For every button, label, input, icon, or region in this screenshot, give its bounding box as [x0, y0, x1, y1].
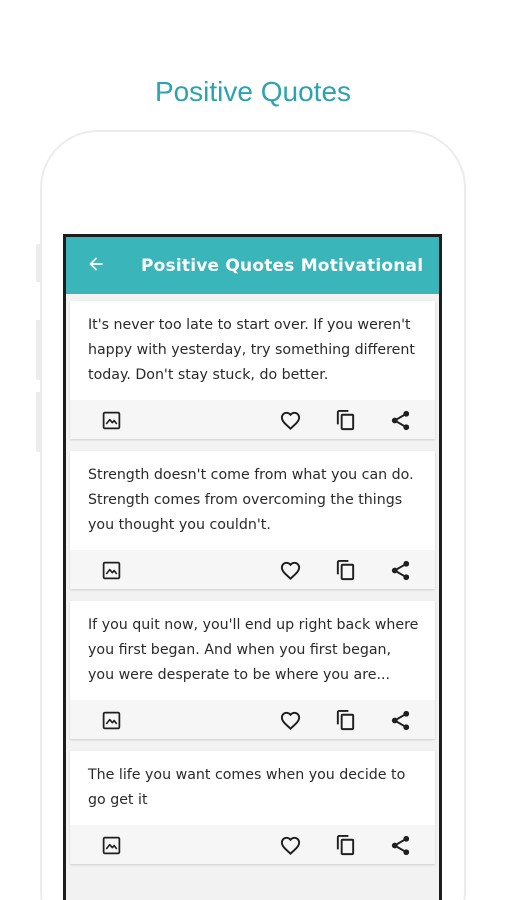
share-icon	[389, 559, 412, 582]
share-button[interactable]	[387, 832, 413, 858]
quote-text: The life you want comes when you decide to go get it	[88, 767, 406, 808]
quote-card	[70, 751, 435, 864]
heart-icon	[279, 709, 302, 732]
arrow-left-icon	[86, 254, 106, 274]
image-icon	[101, 835, 122, 856]
app-title: Positive Quotes Motivational	[141, 256, 424, 276]
back-button[interactable]	[83, 251, 109, 277]
app-bar	[66, 237, 439, 294]
quote-card	[70, 451, 435, 589]
quote-actions	[70, 700, 435, 739]
share-icon	[389, 409, 412, 432]
quote-actions	[70, 400, 435, 439]
share-button[interactable]	[387, 407, 413, 433]
image-button[interactable]	[98, 832, 124, 858]
like-button[interactable]	[277, 707, 303, 733]
quote-card	[70, 601, 435, 739]
copy-icon	[334, 559, 357, 582]
heart-icon	[279, 834, 302, 857]
image-icon	[101, 410, 122, 431]
share-button[interactable]	[387, 557, 413, 583]
quote-text: If you quit now, you'll end up right back where you first began. And when you first began, you were desperate to be where you are...	[88, 617, 419, 683]
image-button[interactable]	[98, 707, 124, 733]
quote-actions	[70, 825, 435, 864]
share-button[interactable]	[387, 707, 413, 733]
quote-card	[70, 301, 435, 439]
quote-text: It's never too late to start over. If you weren't happy with yesterday, try something different today. Don't stay stuck, do better.	[88, 317, 415, 383]
share-icon	[389, 834, 412, 857]
like-button[interactable]	[277, 407, 303, 433]
copy-icon	[334, 834, 357, 857]
quote-actions	[70, 550, 435, 589]
promo-title: Positive Quotes	[154, 76, 352, 107]
app-screen	[63, 234, 442, 900]
quote-list[interactable]	[66, 294, 439, 864]
copy-button[interactable]	[332, 832, 358, 858]
image-icon	[101, 560, 122, 581]
share-icon	[389, 709, 412, 732]
image-icon	[101, 710, 122, 731]
heart-icon	[279, 409, 302, 432]
copy-button[interactable]	[332, 707, 358, 733]
image-button[interactable]	[98, 557, 124, 583]
copy-icon	[334, 709, 357, 732]
like-button[interactable]	[277, 832, 303, 858]
copy-icon	[334, 409, 357, 432]
like-button[interactable]	[277, 557, 303, 583]
quote-text: Strength doesn't come from what you can do. Strength comes from overcoming the things you thought you couldn't.	[88, 467, 414, 533]
copy-button[interactable]	[332, 407, 358, 433]
copy-button[interactable]	[332, 557, 358, 583]
heart-icon	[279, 559, 302, 582]
image-button[interactable]	[98, 407, 124, 433]
